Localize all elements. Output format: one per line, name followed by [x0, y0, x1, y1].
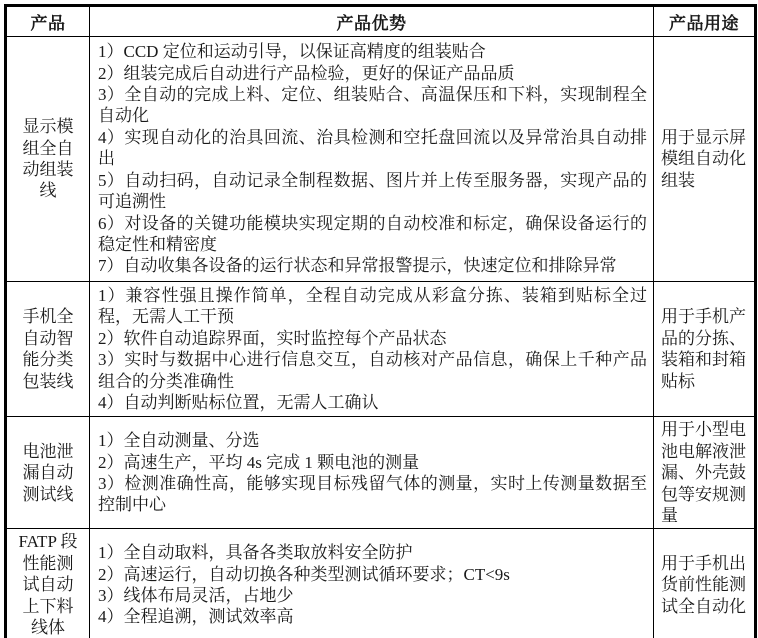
use-cell: 用于手机产品的分拣、装箱和封箱贴标 [654, 282, 756, 417]
advantage-item: 6）对设备的关键功能模块实现定期的自动校准和标定，确保设备运行的稳定性和精密度 [98, 213, 647, 254]
product-name-cell: 显示模组全自动组装线 [6, 37, 90, 282]
header-uses: 产品用途 [654, 6, 756, 37]
advantage-item: 2）高速生产，平均 4s 完成 1 颗电池的测量 [98, 452, 420, 472]
advantage-item: 2）软件自动追踪界面，实时监控每个产品状态 [98, 328, 447, 348]
advantages-cell [90, 529, 654, 638]
advantage-item: 7）自动收集各设备的运行状态和异常报警提示，快速定位和排除异常 [98, 256, 617, 276]
advantages-cell [90, 37, 654, 282]
advantage-item: 1）全自动测量、分选 [98, 431, 260, 451]
advantage-item: 4）自动判断贴标位置，无需人工确认 [98, 393, 379, 413]
use-cell: 用于手机出货前性能测试全自动化 [654, 529, 756, 638]
advantage-item: 1）兼容性强且操作简单，全程自动完成从彩盒分拣、装箱到贴标全过程，无需人工干预 [98, 286, 647, 327]
header-product: 产品 [6, 6, 90, 37]
use-cell: 用于显示屏模组自动化组装 [654, 37, 756, 282]
advantages-cell [90, 417, 654, 529]
advantage-item: 5）自动扫码，自动记录全制程数据、图片并上传至服务器，实现产品的可追溯性 [98, 170, 647, 212]
advantage-item: 1）CCD 定位和运动引导，以保证高精度的组装贴合 [98, 42, 486, 62]
table-row-battery-leak-test-line [6, 417, 756, 529]
advantage-item: 1）全自动取料，具备各类取放料安全防护 [98, 543, 413, 563]
advantage-item: 3）检测准确性高，能够实现目标残留气体的测量，实时上传测量数据至控制中心 [98, 473, 647, 515]
advantage-item: 2）高速运行，自动切换各种类型测试循环要求；CT<9s [98, 564, 510, 584]
advantage-item: 2）组装完成后自动进行产品检验，更好的保证产品品质 [98, 63, 515, 83]
product-table [4, 4, 757, 638]
product-name-cell: 手机全自动智能分类包装线 [6, 282, 90, 417]
table-row-display-module-line [6, 37, 756, 282]
advantage-item: 3）全自动的完成上料、定位、组装贴合、高温保压和下料，实现制程全自动化 [98, 85, 647, 126]
advantage-item: 4）实现自动化的治具回流、治具检测和空托盘回流以及异常治具自动排出 [98, 127, 647, 169]
header-advantages: 产品优势 [90, 6, 654, 37]
product-name-cell: 电池泄漏自动测试线 [6, 417, 90, 529]
table-row-phone-packaging-line [6, 282, 756, 417]
advantages-cell [90, 282, 654, 417]
product-name-cell: FATP 段性能测试自动上下料线体 [6, 529, 90, 638]
use-cell: 用于小型电池电解液泄漏、外壳鼓包等安规测量 [654, 417, 756, 529]
advantage-item: 3）实时与数据中心进行信息交互，自动核对产品信息，确保上千种产品组合的分类准确性 [98, 350, 647, 391]
advantage-item: 4）全程追溯，测试效率高 [98, 607, 294, 627]
advantage-item: 3）线体布局灵活，占地少 [98, 585, 294, 605]
table-row-fatp-loading-line [6, 529, 756, 638]
table-header-row [6, 6, 756, 37]
